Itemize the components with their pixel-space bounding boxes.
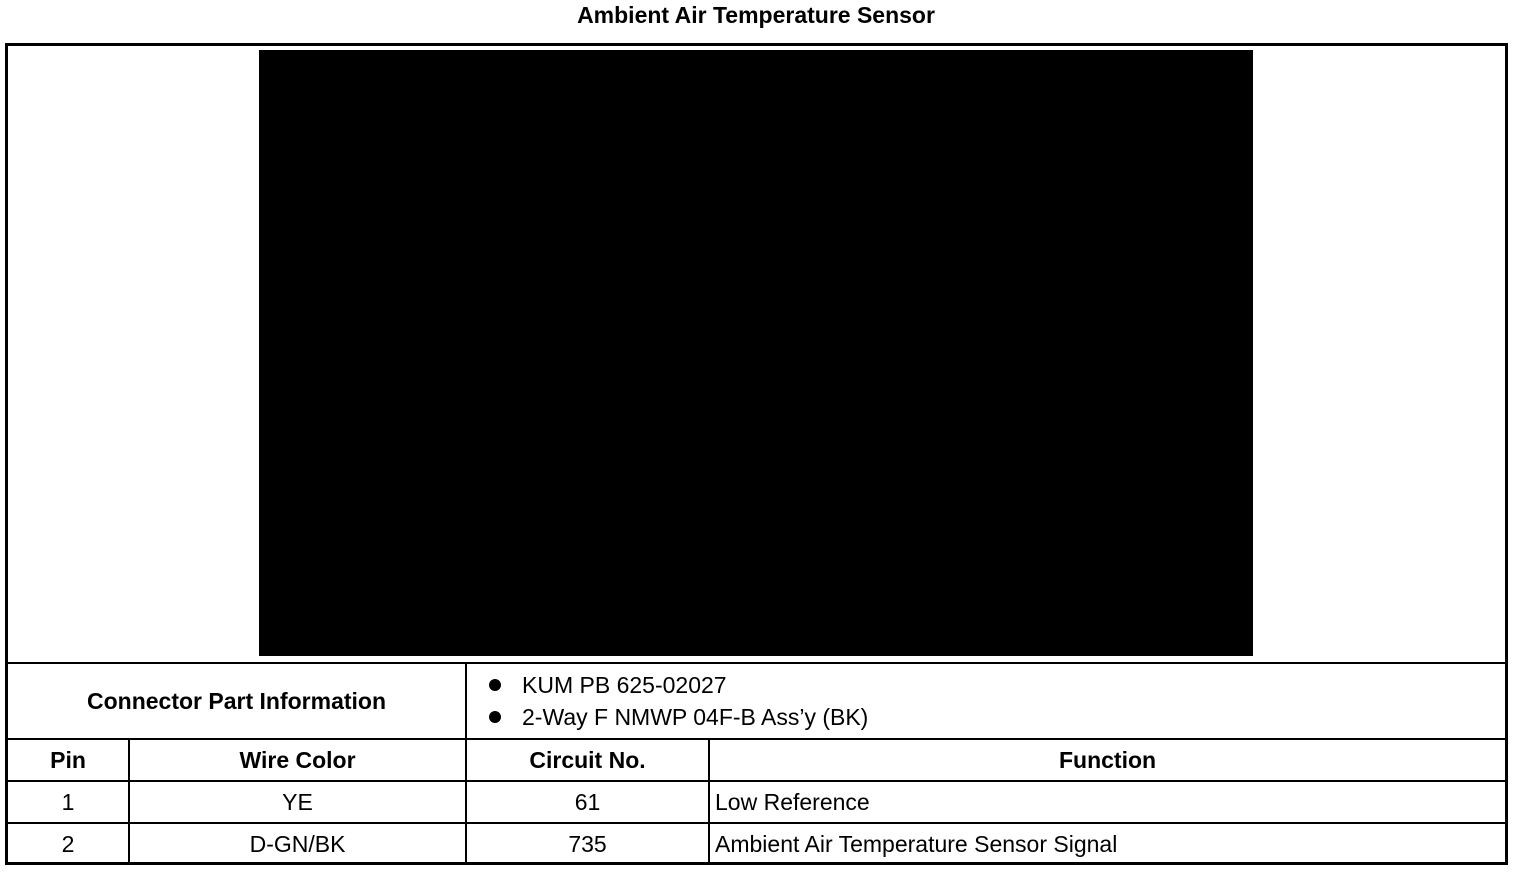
cell-function: Ambient Air Temperature Sensor Signal <box>709 823 1505 865</box>
connector-image <box>259 50 1253 656</box>
connector-table <box>8 664 1505 865</box>
connector-part-list <box>467 669 1505 733</box>
connector-part-text: KUM PB 625-02027 <box>522 672 727 698</box>
cell-function: Low Reference <box>709 781 1505 823</box>
connector-image-area <box>8 46 1505 664</box>
cell-pin: 2 <box>8 823 129 865</box>
header-function: Function <box>709 739 1505 781</box>
cell-pin: 1 <box>8 781 129 823</box>
cell-wire-color: YE <box>129 781 466 823</box>
connector-frame <box>5 43 1508 865</box>
header-circuit: Circuit No. <box>466 739 709 781</box>
page-title: Ambient Air Temperature Sensor <box>577 2 935 28</box>
connector-part-item <box>489 701 1505 733</box>
connector-part-text: 2-Way F NMWP 04F-B Ass’y (BK) <box>522 704 869 730</box>
header-pin: Pin <box>8 739 129 781</box>
table-row <box>8 823 1505 865</box>
table-row <box>8 781 1505 823</box>
bullet-icon <box>489 679 501 691</box>
connector-info-values <box>466 664 1505 739</box>
cell-circuit: 735 <box>466 823 709 865</box>
bullet-icon <box>489 711 501 723</box>
connector-part-item <box>489 669 1505 701</box>
cell-circuit: 61 <box>466 781 709 823</box>
connector-info-label: Connector Part Information <box>8 664 466 739</box>
header-wire-color: Wire Color <box>129 739 466 781</box>
cell-wire-color: D-GN/BK <box>129 823 466 865</box>
connector-info-row <box>8 664 1505 739</box>
table-header-row <box>8 739 1505 781</box>
